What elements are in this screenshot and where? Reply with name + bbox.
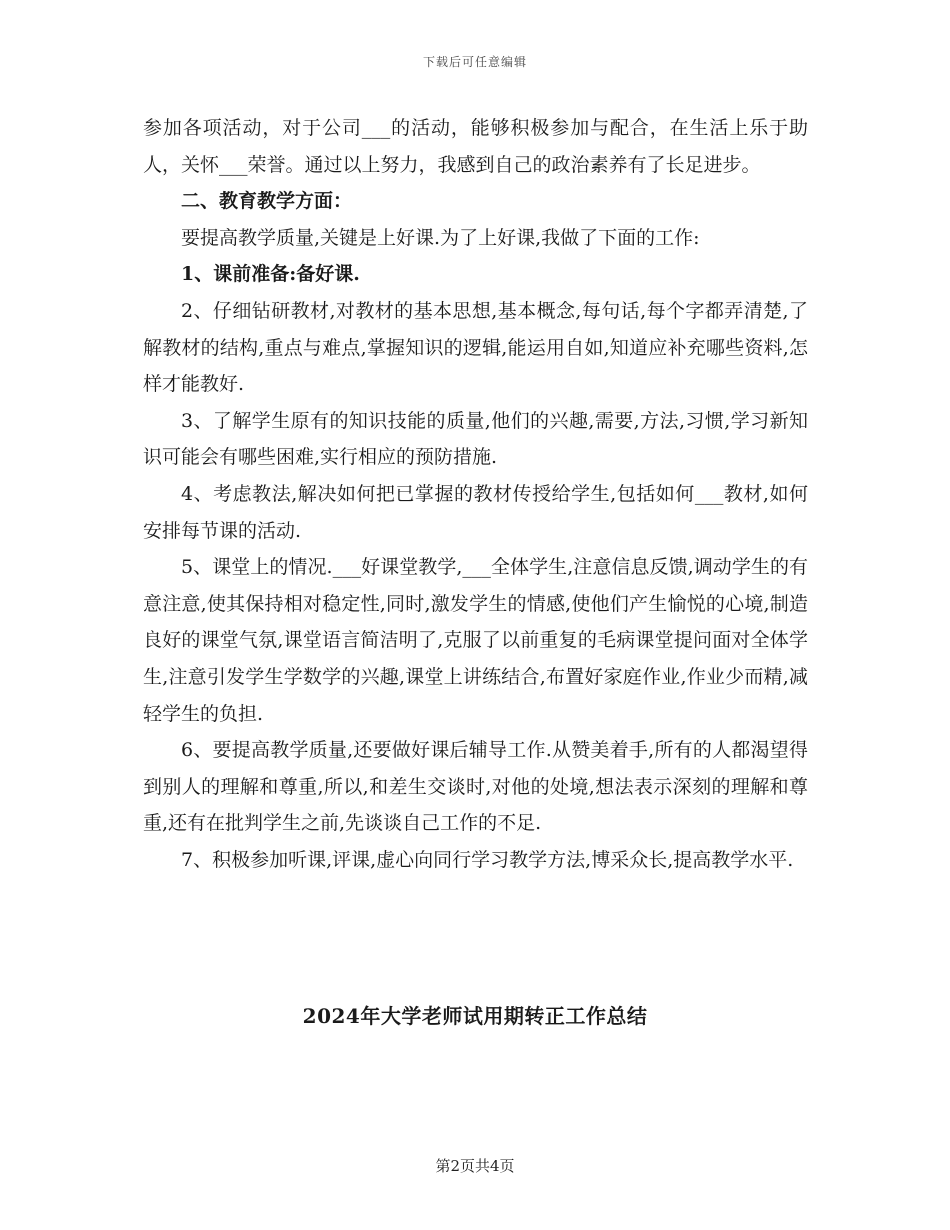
paragraph-continuation: 参加各项活动，对于公司___的活动，能够积极参加与配合，在生活上乐于助人，关怀___荣誉。通过以上努力，我感到自己的政治素养有了长足进步。 bbox=[143, 117, 808, 176]
paragraph-item-5: 5、课堂上的情况.___好课堂教学,___全体学生,注意信息反馈,调动学生的有意注意,使其保持相对稳定性,同时,激发学生的情感,使他们产生愉悦的心境,制造良好的课堂气氛,课堂语言简洁明了,克服了以前重复的毛病课堂提问面对全体学生,注意引发学生学数学的兴趣,课堂上讲练结合,布置好家庭作业,作业少而精,减轻学生的负担. bbox=[143, 556, 808, 725]
paragraph-item-3: 3、了解学生原有的知识技能的质量,他们的兴趣,需要,方法,习惯,学习新知识可能会有哪些困难,实行相应的预防措施. bbox=[143, 409, 808, 469]
paragraph-item-4: 4、考虑教法,解决如何把已掌握的教材传授给学生,包括如何___教材,如何安排每节课的活动. bbox=[143, 482, 808, 542]
document-title: 2024年大学老师试用期转正工作总结 bbox=[302, 1004, 648, 1028]
page-footer: 第2页共4页 bbox=[435, 1157, 515, 1175]
page-header: 下载后可任意编辑 bbox=[422, 55, 527, 69]
paragraph-intro: 要提高教学质量,关键是上好课.为了上好课,我做了下面的工作: bbox=[181, 226, 700, 249]
paragraph-item-7: 7、积极参加听课,评课,虚心向同行学习教学方法,博采众长,提高教学水平. bbox=[181, 848, 794, 871]
paragraph-item-6: 6、要提高教学质量,还要做好课后辅导工作.从赞美着手,所有的人都渴望得到别人的理解和尊重,所以,和差生交谈时,对他的处境,想法表示深刻的理解和尊重,还有在批判学生之前,先谈谈自己工作的不足. bbox=[143, 739, 808, 835]
paragraph-item-2: 2、仔细钻研教材,对教材的基本思想,基本概念,每句话,每个字都弄清楚,了解教材的结构,重点与难点,掌握知识的逻辑,能运用自如,知道应补充哪些资料,怎样才能教好. bbox=[143, 299, 808, 396]
document-body bbox=[143, 110, 808, 878]
section-heading-teaching: 二、教育教学方面： bbox=[181, 190, 353, 213]
subheading-lesson-prep: 1、课前准备:备好课. bbox=[181, 263, 360, 286]
